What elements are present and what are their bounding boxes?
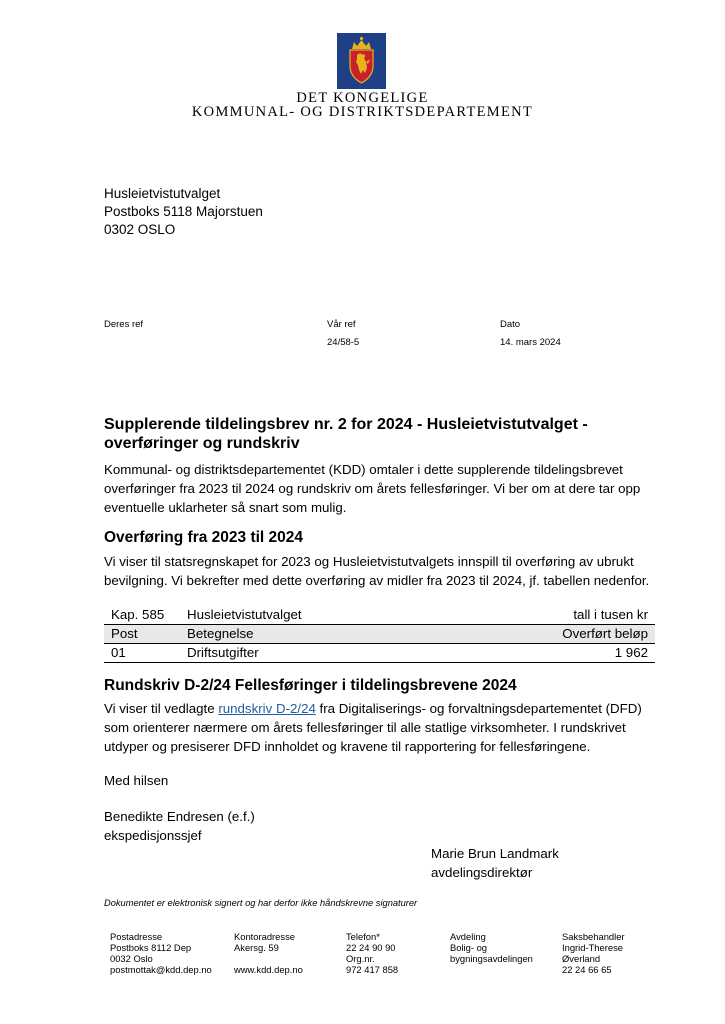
dato-value: 14. mars 2024 <box>500 337 561 348</box>
signer1-title: ekspedisjonssjef <box>104 828 202 843</box>
section2-paragraph <box>104 699 664 756</box>
footer-text: Avdeling <box>450 931 486 942</box>
signature-disclaimer: Dokumentet er elektronisk signert og har derfor ikke håndskrevne signaturer <box>104 898 418 908</box>
col-belop: Overført beløp <box>562 626 648 641</box>
intro-line: Kommunal- og distriktsdepartementet (KDD) omtaler i dette supplerende tildelingsbrevet <box>104 462 623 477</box>
col-betegnelse: Betegnelse <box>187 626 254 641</box>
footer-text: Saksbehandler <box>562 931 625 942</box>
footer-avdeling <box>450 931 533 964</box>
footer-website[interactable]: www.kdd.dep.no <box>234 964 303 975</box>
section2-text: fra Digitaliserings- og forvaltningsdepartementet (DFD) <box>315 701 642 716</box>
intro-line: eventuelle uklarheter så snart som mulig. <box>104 500 347 515</box>
footer-text: Org.nr. <box>346 953 375 964</box>
footer-text: Telefon* <box>346 931 380 942</box>
cell-belop: 1 962 <box>614 645 648 660</box>
table-row <box>104 644 655 663</box>
letter-title-line1: Supplerende tildelingsbrev nr. 2 for 2024 - Husleietvistutvalget - <box>104 416 588 433</box>
footer-text: bygningsavdelingen <box>450 953 533 964</box>
footer-text: 22 24 90 90 <box>346 942 396 953</box>
greeting: Med hilsen <box>104 773 169 788</box>
transfer-table <box>104 606 655 663</box>
cell-post: 01 <box>111 645 126 660</box>
signer2-title: avdelingsdirektør <box>431 865 533 880</box>
signer1-name: Benedikte Endresen (e.f.) <box>104 809 255 824</box>
section2-line <box>104 699 664 718</box>
table-kap: Kap. 585 <box>111 607 165 622</box>
footer-postadresse <box>110 931 212 975</box>
footer-text: Ingrid-Therese <box>562 942 623 953</box>
footer-text: Akersg. 59 <box>234 942 279 953</box>
footer-text: Postadresse <box>110 931 163 942</box>
dato-label: Dato <box>500 319 521 330</box>
letter-title-line2: overføringer og rundskriv <box>104 435 300 452</box>
var-ref-label: Vår ref <box>327 319 356 330</box>
section1-line: bevilgning. Vi bekrefter med dette overføring av midler fra 2023 til 2024, jf. tabellen nedenfor. <box>104 573 650 588</box>
footer-text <box>234 953 303 964</box>
footer-text: Øverland <box>562 953 601 964</box>
intro-paragraph <box>104 460 664 517</box>
footer-text: 22 24 66 65 <box>562 964 612 975</box>
recipient-name: Husleietvistutvalget <box>104 186 221 201</box>
section-heading-overforing: Overføring fra 2023 til 2024 <box>104 529 304 546</box>
footer-text: 972 417 858 <box>346 964 399 975</box>
footer-email[interactable]: postmottak@kdd.dep.no <box>110 964 212 975</box>
org-name-line2: KOMMUNAL- OG DISTRIKTSDEPARTEMENT <box>191 104 534 120</box>
var-ref-value: 24/58-5 <box>327 337 360 348</box>
recipient-address: Postboks 5118 Majorstuen <box>104 204 263 219</box>
footer-kontoradresse <box>234 931 303 975</box>
col-post: Post <box>111 626 138 641</box>
recipient-city: 0302 OSLO <box>104 222 176 237</box>
table-column-header-row <box>104 625 655 644</box>
table-header-row <box>104 606 655 625</box>
section2-line: som orienterer nærmere om årets fellesføringer til alle statlige virksomheter. I rundskrivet <box>104 720 626 735</box>
footer-telefon <box>346 931 398 975</box>
intro-line: overføringer fra 2023 til 2024 og rundskriv om årets fellesføringer. Vi ber om at dere tar opp <box>104 481 641 496</box>
footer-saksbehandler <box>562 931 625 975</box>
table-unit: tall i tusen kr <box>573 607 648 622</box>
footer-text: Kontoradresse <box>234 931 295 942</box>
section-heading-rundskriv: Rundskriv D-2/24 Fellesføringer i tildelingsbrevene 2024 <box>104 677 517 694</box>
cell-betegnelse: Driftsutgifter <box>187 645 259 660</box>
deres-ref-label: Deres ref <box>104 319 144 330</box>
signer2-name: Marie Brun Landmark <box>431 846 559 861</box>
table-kap-name: Husleietvistutvalget <box>187 607 302 622</box>
coat-of-arms-logo <box>337 33 386 89</box>
footer-text: Bolig- og <box>450 942 488 953</box>
footer-text: Postboks 8112 Dep <box>110 942 192 953</box>
footer-text: 0032 Oslo <box>110 953 153 964</box>
section1-line: Vi viser til statsregnskapet for 2023 og Husleietvistutvalgets innspill til overføring av ubrukt <box>104 554 634 569</box>
org-name-line1: DET KONGELIGE <box>296 90 429 106</box>
rundskriv-link[interactable]: rundskriv D-2/24 <box>218 701 316 716</box>
section1-paragraph <box>104 552 664 590</box>
section2-text: Vi viser til vedlagte <box>104 701 219 716</box>
section2-line: utdyper og presiserer DFD innholdet og kravene til rapportering for fellesføringene. <box>104 739 591 754</box>
